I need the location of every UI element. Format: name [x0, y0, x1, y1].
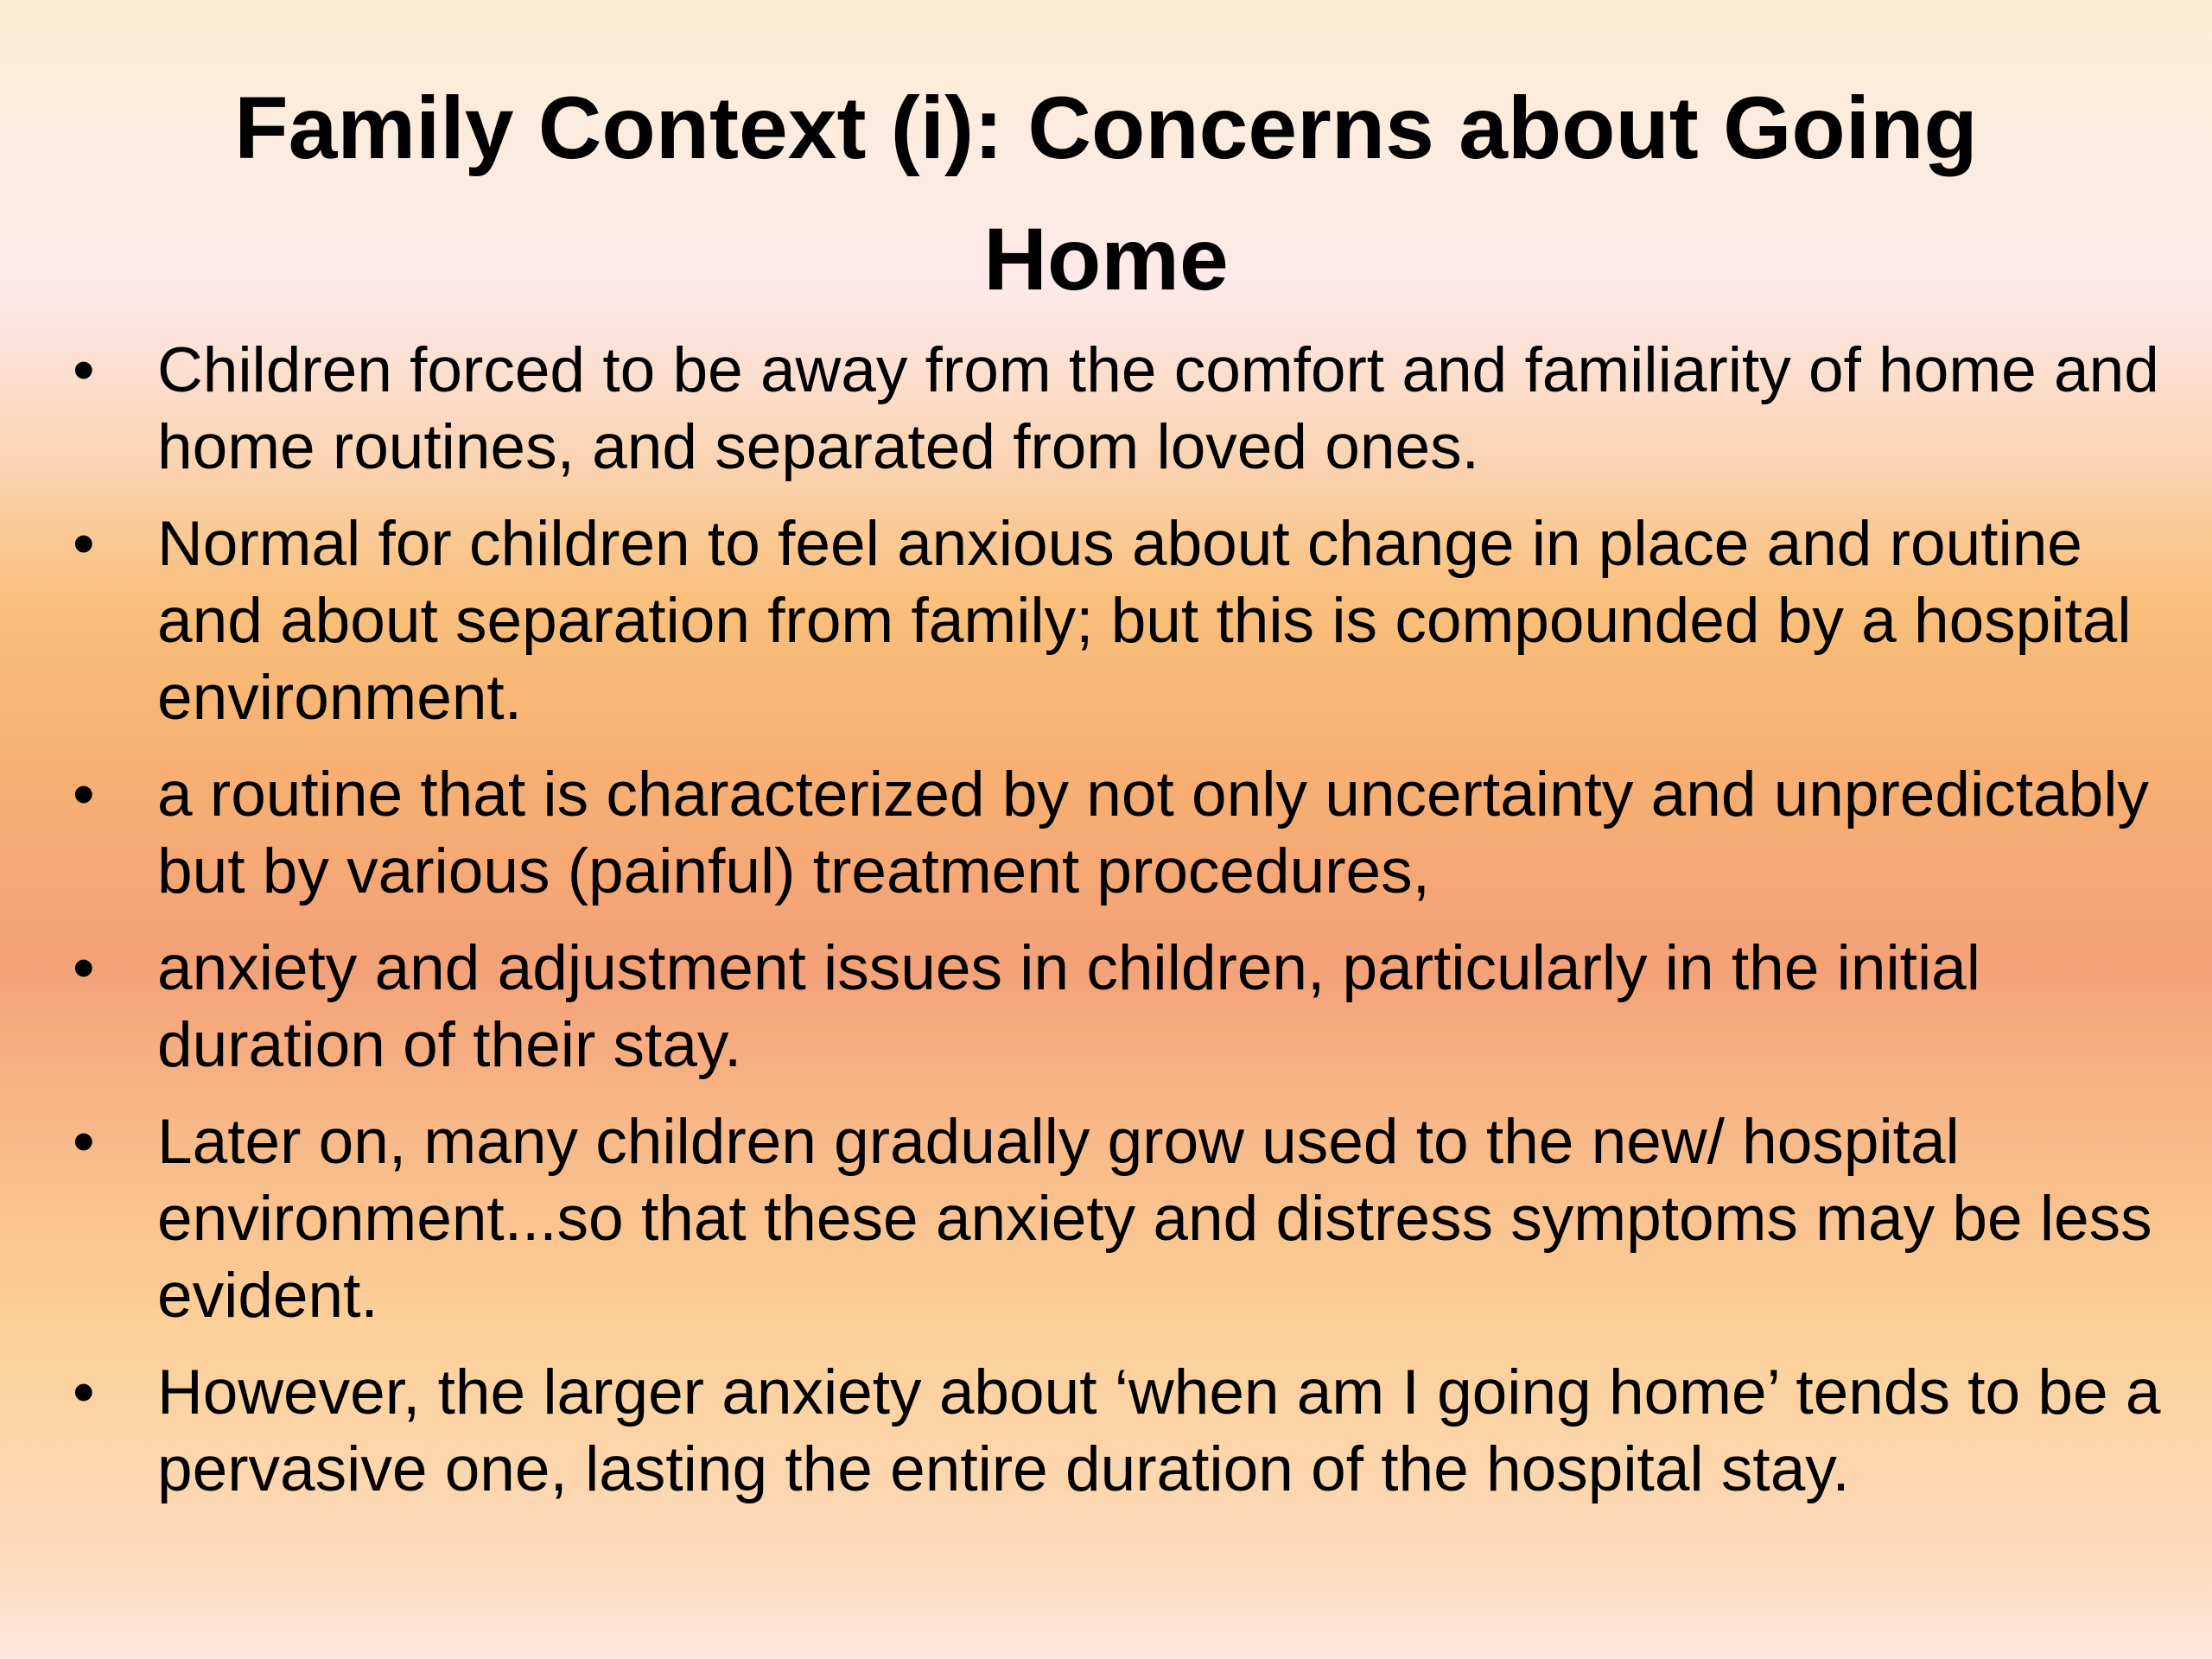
bullet-item [0, 756, 2212, 910]
bullet-item [0, 505, 2212, 736]
bullet-icon: • [73, 760, 95, 830]
bullet-text: Later on, many children gradually grow used to the new/ hospital environment...so that these anxiety and distress symptoms may be less evident. [157, 1107, 2152, 1331]
bullet-icon: • [73, 933, 95, 1003]
bullet-text: anxiety and adjustment issues in children, particularly in the initial duration of their stay. [157, 933, 1980, 1080]
bullet-icon: • [73, 1357, 95, 1427]
bullet-icon: • [73, 1107, 95, 1177]
bullet-item [0, 930, 2212, 1084]
bullet-text: a routine that is characterized by not only uncertainty and unpredictably but by various (painful) treatment procedures, [157, 760, 2149, 906]
bullet-text: Children forced to be away from the comfort and familiarity of home and home routines, and separated from loved ones. [157, 335, 2159, 482]
bullet-icon: • [73, 509, 95, 579]
bullet-item [0, 1103, 2212, 1334]
bullet-icon: • [73, 335, 95, 405]
bullet-list [0, 332, 2212, 1528]
bullet-text: Normal for children to feel anxious about change in place and routine and about separation from family; but this is compounded by a hospital environment. [157, 509, 2132, 733]
bullet-text: However, the larger anxiety about ‘when am I going home’ tends to be a pervasive one, lasting the entire duration of the hospital stay. [157, 1357, 2161, 1504]
bullet-item [0, 332, 2212, 486]
slide-title: Family Context (i): Concerns about Going Home [234, 79, 1978, 308]
bullet-item [0, 1354, 2212, 1508]
